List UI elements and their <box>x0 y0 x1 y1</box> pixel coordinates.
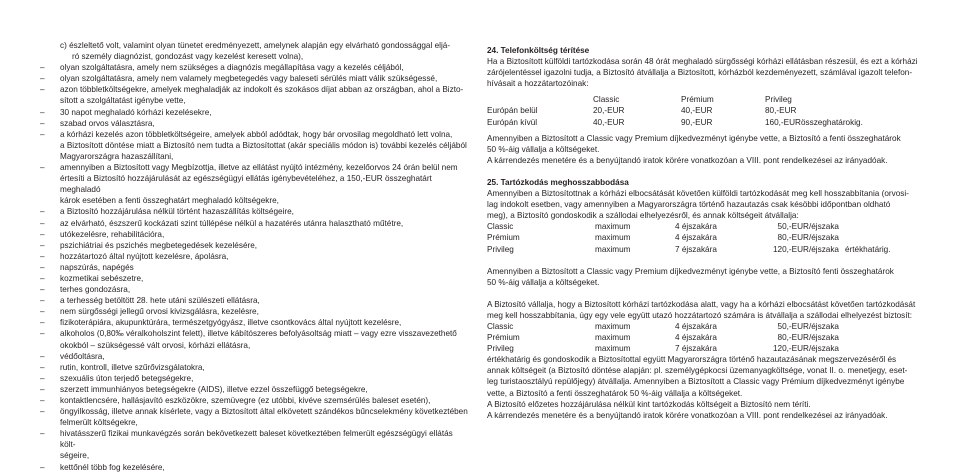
exclusion-item: – a Biztosító hozzájárulása nélkül történt hazaszállítás költségeire, <box>60 206 470 217</box>
exclusion-item: – az elvárható, észszerű kockázati szint túllépése nélkül a hazatérés utánra halasztható műtétre, <box>60 218 470 229</box>
exclusion-item: – olyan szolgáltatásra, amely nem szükséges a diagnózis megállapítása vagy a kezelés céljából, <box>60 62 470 73</box>
exclusion-c-line2: ró személy diagnózist, gondozást vagy kezelést keresett volna), <box>72 52 304 62</box>
exclusion-item: – fizikoterápiára, akupunktúrára, természetgyógyász, illetve csontkovács által nyújtott kezelésre, <box>60 317 470 328</box>
table-cell: 90,-EUR <box>681 117 713 127</box>
section-25-title: 25. Tartózkodás meghosszabbodása <box>487 177 629 187</box>
exclusion-c-line1: c) észleltető volt, valamint olyan tünetet eredményezett, amelynek alapján egy elvárható gondossággal eljá- <box>60 41 451 50</box>
table-cell: 4 éjszakára <box>675 222 717 232</box>
table-cell: maximum <box>595 321 631 331</box>
table-row <box>487 321 845 332</box>
section-25-text: vette, a Biztosító a fenti összeghatárok 50 %-áig vállalja a költségeket. <box>487 388 743 398</box>
table-cell: maximum <box>595 344 631 354</box>
table-cell <box>839 343 845 354</box>
table-cell: 120,-EUR/éjszaka <box>773 244 839 254</box>
exclusion-item: – rutin, kontroll, illetve szűrővizsgálatokra, <box>60 362 470 373</box>
section-24-text: zárójelentéssel igazolni tudja, a Biztosító átvállalja a Biztosított, kórházból kezdeményezett, számlával igazolt telefon- <box>487 68 913 78</box>
section-25-text: annak költségeit (a Biztosító döntése alapján: pl. személygépkocsi üzemanyagköltsége, vonat II. o. menetjegy, eset- <box>487 366 908 376</box>
exclusion-item-cont: ségeire, <box>60 451 90 461</box>
section-25-text: A Biztosító előzetes hozzájárulása nélkül kint tartózkodás költségeit a Biztosító nem téríti. <box>487 399 811 409</box>
exclusion-item: – szexuális úton terjedő betegségekre, <box>60 373 470 384</box>
section-25-text: meg), a Biztosító gondoskodik a szállodai elhelyezésről, és annak költségeit átvállalja: <box>487 211 799 221</box>
table-cell: 160,-EUR <box>765 117 801 127</box>
right-column <box>487 45 919 421</box>
section-25-text: 50 %-áig vállalja a költségeket. <box>487 277 600 287</box>
table-cell: maximum <box>595 233 631 243</box>
exclusion-item-cont: okokból – szükségessé vált orvosi, kórházi ellátásra, <box>60 340 251 350</box>
hotel-cost-table <box>487 221 891 254</box>
table-cell: Classic <box>487 321 514 331</box>
exclusion-item: – 30 napot meghaladó kórházi kezelésekre, <box>60 107 470 118</box>
exclusion-item-cont: károk esetében a fenti összeghatárt meghaladó költségekre, <box>60 196 279 206</box>
table-cell: Classic <box>593 95 620 105</box>
section-25-text: meg kell hosszabbítania, úgy egy vele együtt utazó hozzátartozó számára is átvállalja a szállodai elhelyezést biztosít: <box>487 310 913 320</box>
table-cell: Privileg <box>487 244 514 254</box>
table-cell <box>839 332 845 343</box>
table-cell: értékhatárig. <box>844 244 891 254</box>
table-cell: 50,-EUR/éjszaka <box>777 321 839 331</box>
phone-cost-table <box>487 94 863 127</box>
table-cell: 7 éjszakára <box>675 244 717 254</box>
table-row <box>487 221 891 232</box>
exclusion-item: – kozmetikai sebészetre, <box>60 273 470 284</box>
table-cell: maximum <box>595 244 631 254</box>
table-cell: 4 éjszakára <box>675 321 717 331</box>
section-24-text: A kárrendezés menetére és a benyújtandó iratok körére vonatkozóan a VIII. pont rendelkezései az irányadóak. <box>487 155 888 165</box>
table-cell: 50,-EUR/éjszaka <box>777 222 839 232</box>
table-cell <box>839 232 891 243</box>
exclusion-item-cont: felmerült költségekre, <box>60 418 138 428</box>
exclusion-item: – nem sürgősségi jellegű orvosi kivizsgálásra, kezelésre, <box>60 306 470 317</box>
exclusion-item: – amennyiben a Biztosított vagy Megbízottja, illetve az ellátást nyújtó intézmény, kezelőorvos 24 órán belül nem <box>60 162 470 173</box>
table-cell: Európán kívül <box>487 117 538 127</box>
table-cell: 120,-EUR/éjszaka <box>773 344 839 354</box>
table-header-row <box>487 94 863 105</box>
exclusion-item: – öngyilkosság, illetve annak kísérlete, vagy a Biztosított által elkövetett szándékos bűncselekmény következtében <box>60 406 470 417</box>
exclusion-item: – terhes gondozásra, <box>60 284 470 295</box>
exclusion-item: – kontaktlencsére, hallásjavító eszközökre, szemüvegre (ez utóbbi, kivéve szemsérülés baleset esetén), <box>60 395 470 406</box>
exclusion-item-cont: sított a szolgáltatást igénybe vette, <box>60 96 186 106</box>
table-cell: 4 éjszakára <box>675 333 717 343</box>
exclusion-item-cont: a Biztosított döntése miatt a Biztosító nem tudta a Biztosítottat (akár speciális módon is) további kezelés céljából <box>60 140 467 150</box>
section-25-text: Amennyiben a Biztosítottnak a kórházi elbocsátását követően külföldi tartózkodását meg kell hosszabbítania (orvosi- <box>487 189 909 199</box>
table-row <box>487 343 845 354</box>
exclusion-item: – alkoholos (0,80‰ véralkoholszint felett), illetve kábítószeres befolyásoltság miatt – vagy ezre visszavezethető <box>60 328 470 339</box>
table-cell: maximum <box>595 222 631 232</box>
section-24-text: hívásait a hozzátartozóinak: <box>487 79 589 89</box>
table-cell: 4 éjszakára <box>675 233 717 243</box>
exclusion-item: – kettőnél több fog kezelésére, <box>60 462 470 473</box>
section-24-text: Amennyiben a Biztosított a Classic vagy Premium díjkedvezményt igénybe vette, a Biztosító a fenti összeghatárok <box>487 133 901 143</box>
companion-hotel-table <box>487 321 845 354</box>
exclusion-item: – a kórházi kezelés azon többletköltségeire, amelyek abból adódtak, hogy bár orvosilag megoldható lett volna, <box>60 129 470 140</box>
table-cell: 40,-EUR <box>593 117 625 127</box>
exclusion-item: – pszichiátriai és pszichés megbetegedések kezelésére, <box>60 240 470 251</box>
exclusion-item: – azon többletköltségekre, amelyek meghaladják az indokolt és szokásos díjat abban az országban, ahol a Bizto- <box>60 84 470 95</box>
exclusion-item: – napszúrás, napégés <box>60 262 470 273</box>
section-25-text: A Biztosító vállalja, hogy a Biztosított kórházi tartózkodása alatt, vagy ha a kórházi elbocsátást követően tartózkodását <box>487 299 916 309</box>
section-25-text: Amennyiben a Biztosított a Classic vagy Premium díjkedvezményt igénybe vette, a Biztosító fenti összeghatárok <box>487 266 894 276</box>
exclusion-item: – hozzátartozó által nyújtott kezelésre, ápolásra, <box>60 251 470 262</box>
table-cell <box>839 221 891 232</box>
section-24-text: Ha a Biztosított külföldi tartózkodása során 48 órát meghaladó sürgősségi kórházi ellátásban részesül, és ezt a kórházi <box>487 57 918 67</box>
section-25-text: leg turistaosztályú repülőjegy) átvállalja. Amennyiben a Biztosított a Classic vagy Prémium díjkedvezményt igénybe <box>487 377 905 387</box>
table-row <box>487 117 863 128</box>
section-25-text: A kárrendezés menetére és a benyújtandó iratok körére vonatkozóan a VIII. pont rendelkezései az irányadóak. <box>487 410 888 420</box>
table-cell <box>487 94 593 105</box>
section-24-text: 50 %-áig vállalja a költségeket. <box>487 144 600 154</box>
table-cell: 20,-EUR <box>593 106 625 116</box>
exclusion-item: – a terhesség betöltött 28. hete utáni szülészeti ellátásra, <box>60 295 470 306</box>
table-cell: maximum <box>595 333 631 343</box>
table-cell: Privileg <box>765 95 792 105</box>
table-row <box>487 105 863 116</box>
table-cell: Prémium <box>487 233 520 243</box>
table-cell <box>801 94 863 105</box>
section-25-text: lag indokolt esetben, vagy amennyiben a Magyarországra történő hazautazás csak késöbbi időpontban oldható <box>487 200 891 210</box>
table-cell: Prémium <box>681 95 714 105</box>
table-cell: 80,-EUR/éjszaka <box>777 233 839 243</box>
table-cell <box>839 321 845 332</box>
exclusion-item: – szerzett immunhiányos betegségekre (AIDS), illetve ezzel összefüggő betegségekre, <box>60 384 470 395</box>
table-row <box>487 244 891 255</box>
table-cell: Classic <box>487 222 514 232</box>
exclusion-item: – védőoltásra, <box>60 351 470 362</box>
table-cell: 40,-EUR <box>681 106 713 116</box>
table-row <box>487 232 891 243</box>
table-cell <box>801 105 863 116</box>
exclusion-item-cont: Magyarországra hazaszállítani, <box>60 151 174 161</box>
exclusion-item: – szabad orvos választásra, <box>60 118 470 129</box>
section-24-title: 24. Telefonköltség térítése <box>487 46 590 55</box>
left-column <box>40 40 470 473</box>
section-25-text: értékhatárig és gondoskodik a Biztosítottal együtt Magyarországra történő hazautazásának megszervezéséről és <box>487 355 897 365</box>
table-cell: Prémium <box>487 333 520 343</box>
table-cell: 80,-EUR <box>765 106 797 116</box>
table-cell: 80,-EUR/éjszaka <box>777 333 839 343</box>
exclusion-item: – olyan szolgáltatásra, amely nem valamely megbetegedés vagy baleseti sérülés miatt válik szükségessé, <box>60 73 470 84</box>
table-cell: Privileg <box>487 344 514 354</box>
table-cell: Európán belül <box>487 106 538 116</box>
table-row <box>487 332 845 343</box>
table-cell: összeghatárokig. <box>800 117 863 127</box>
exclusion-item-cont: értesíti a Biztosító hozzájárulását az egészségügyi ellátás igénybevételéhez, a 150,-EUR összeghatárt meghaladó <box>60 174 432 195</box>
exclusion-item: – hivatásszerű fizikai munkavégzés során bekövetkezett baleset következtében felmerült egészségügyi ellátás költ- <box>60 428 470 450</box>
exclusion-item: – utókezelésre, rehabilitációra, <box>60 229 470 240</box>
table-cell: 7 éjszakára <box>675 344 717 354</box>
